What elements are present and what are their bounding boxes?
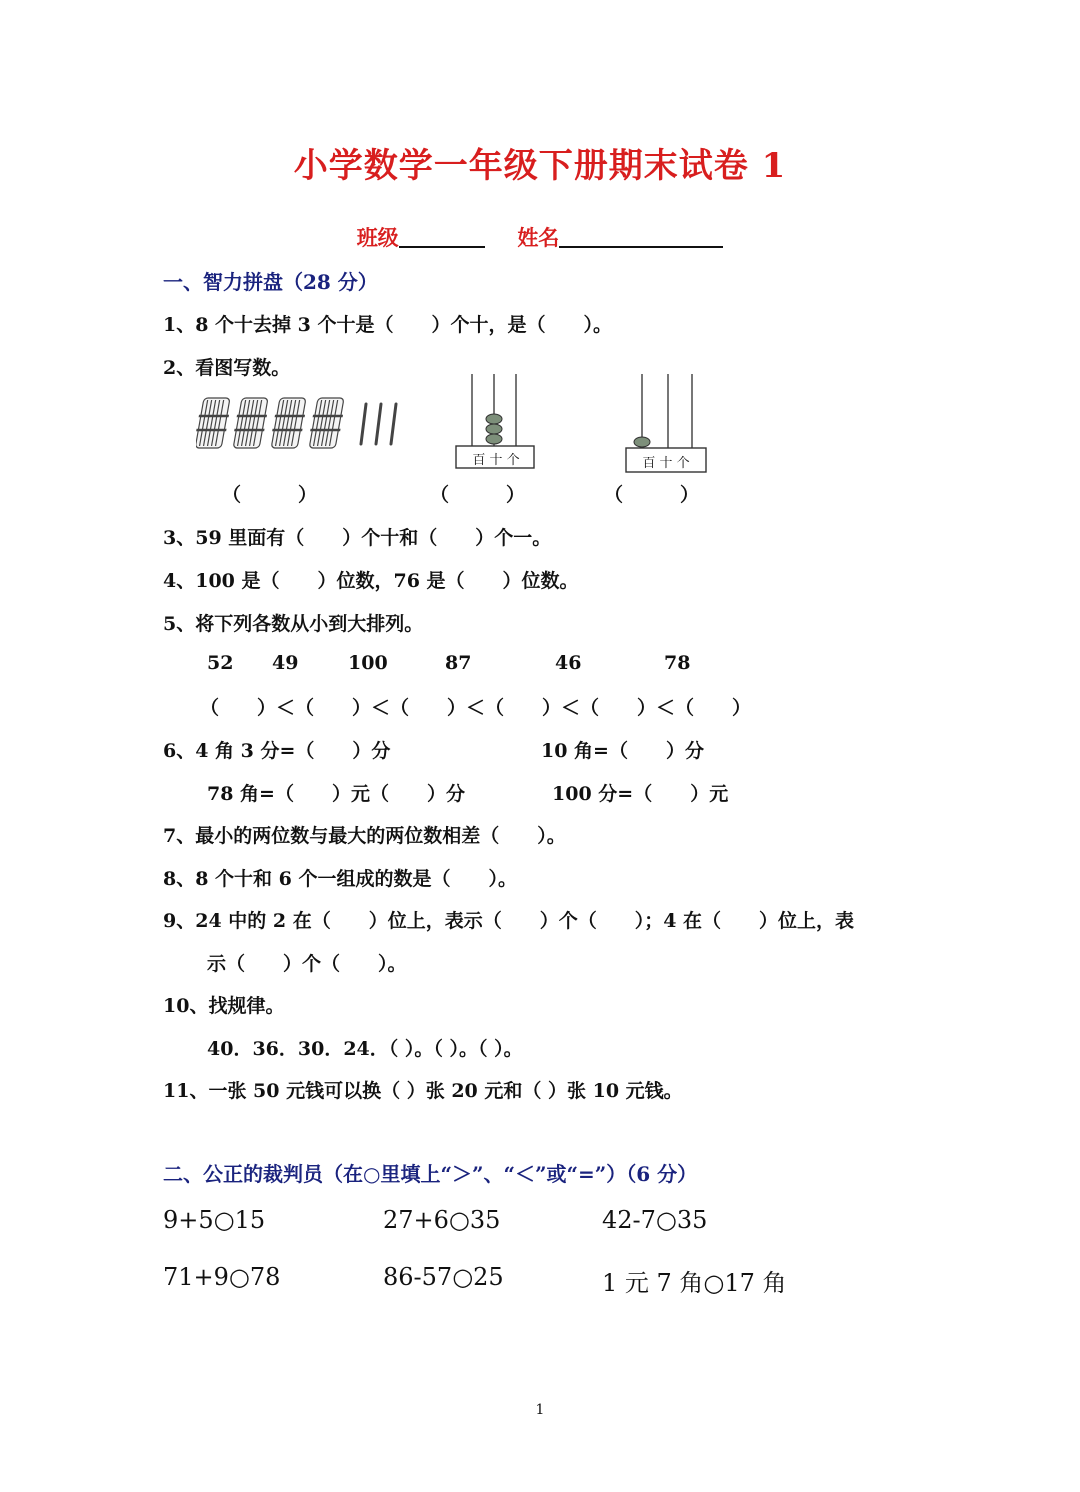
question-4: 4、100 是（ ）位数，76 是（ ）位数。 <box>163 570 579 592</box>
q5-number: 100 <box>348 652 388 674</box>
q5-number: 78 <box>664 652 691 674</box>
question-2: 2、看图写数。 <box>163 357 291 379</box>
question-9-line2: 示（ ）个（ ）。 <box>207 953 407 975</box>
q5-number: 49 <box>272 652 299 674</box>
single-sticks <box>361 404 396 444</box>
abacus-2-label: 百 十 个 <box>642 456 690 471</box>
question-6d: 100 分=（ ）元 <box>552 783 729 805</box>
stick-bundle <box>196 398 232 448</box>
class-blank <box>399 246 485 248</box>
compare-item: 9+5○15 <box>163 1206 266 1234</box>
question-7: 7、最小的两位数与最大的两位数相差（ ）。 <box>163 825 566 847</box>
q5-number: 46 <box>555 652 582 674</box>
answer-paren-1: （ ） <box>222 484 318 506</box>
name-blank <box>559 246 723 248</box>
stick-bundle <box>231 398 270 448</box>
section1-heading: 一、智力拼盘（28 分） <box>163 270 378 294</box>
q5-number: 52 <box>207 652 234 674</box>
question-11: 11、一张 50 元钱可以换（ ）张 20 元和（ ）张 10 元钱。 <box>163 1080 683 1102</box>
q5-number: 87 <box>445 652 472 674</box>
compare-item: 27+6○35 <box>383 1206 501 1234</box>
question-6b: 10 角=（ ）分 <box>541 740 704 762</box>
compare-item: 1 元 7 角○17 角 <box>602 1269 787 1297</box>
answer-paren-3: （ ） <box>604 484 700 506</box>
question-9-line1: 9、24 中的 2 在（ ）位上，表示（ ）个（ ）；4 在（ ）位上，表 <box>163 910 855 932</box>
question-10: 10、找规律。 <box>163 995 285 1017</box>
class-name-line <box>0 222 1080 252</box>
compare-item: 42-7○35 <box>602 1206 708 1234</box>
abacus-1-label: 百 十 个 <box>472 453 520 468</box>
page-title: 小学数学一年级下册期末试卷 1 <box>293 146 787 186</box>
page-number: 1 <box>535 1402 545 1418</box>
stick-bundle <box>269 398 308 448</box>
question-6c: 78 角=（ ）元（ ）分 <box>207 783 465 805</box>
question-6a: 6、4 角 3 分=（ ）分 <box>163 740 391 762</box>
stick-bundle <box>307 398 346 448</box>
q5-ordering-blanks: （ ）＜（ ）＜（ ）＜（ ）＜（ ）＜（ ） <box>200 697 752 719</box>
question-5: 5、将下列各数从小到大排列。 <box>163 613 424 635</box>
counting-sticks-image <box>196 392 411 457</box>
question-1: 1、8 个十去掉 3 个十是（ ）个十，是（ ）。 <box>163 314 613 336</box>
question-8: 8、8 个十和 6 个一组成的数是（ ）。 <box>163 868 518 890</box>
question-10-sequence: 40．36．30．24．（ ）。（ ）。（ ）。 <box>207 1038 523 1060</box>
answer-paren-2: （ ） <box>430 484 526 506</box>
name-label: 姓名 <box>517 225 560 250</box>
section2-heading: 二、公正的裁判员（在○里填上“＞”、“＜”或“=”）（6 分） <box>163 1162 698 1186</box>
compare-item: 86-57○25 <box>383 1263 504 1291</box>
question-3: 3、59 里面有（ ）个十和（ ）个一。 <box>163 527 552 549</box>
class-label: 班级 <box>356 225 399 250</box>
compare-item: 71+9○78 <box>163 1263 281 1291</box>
